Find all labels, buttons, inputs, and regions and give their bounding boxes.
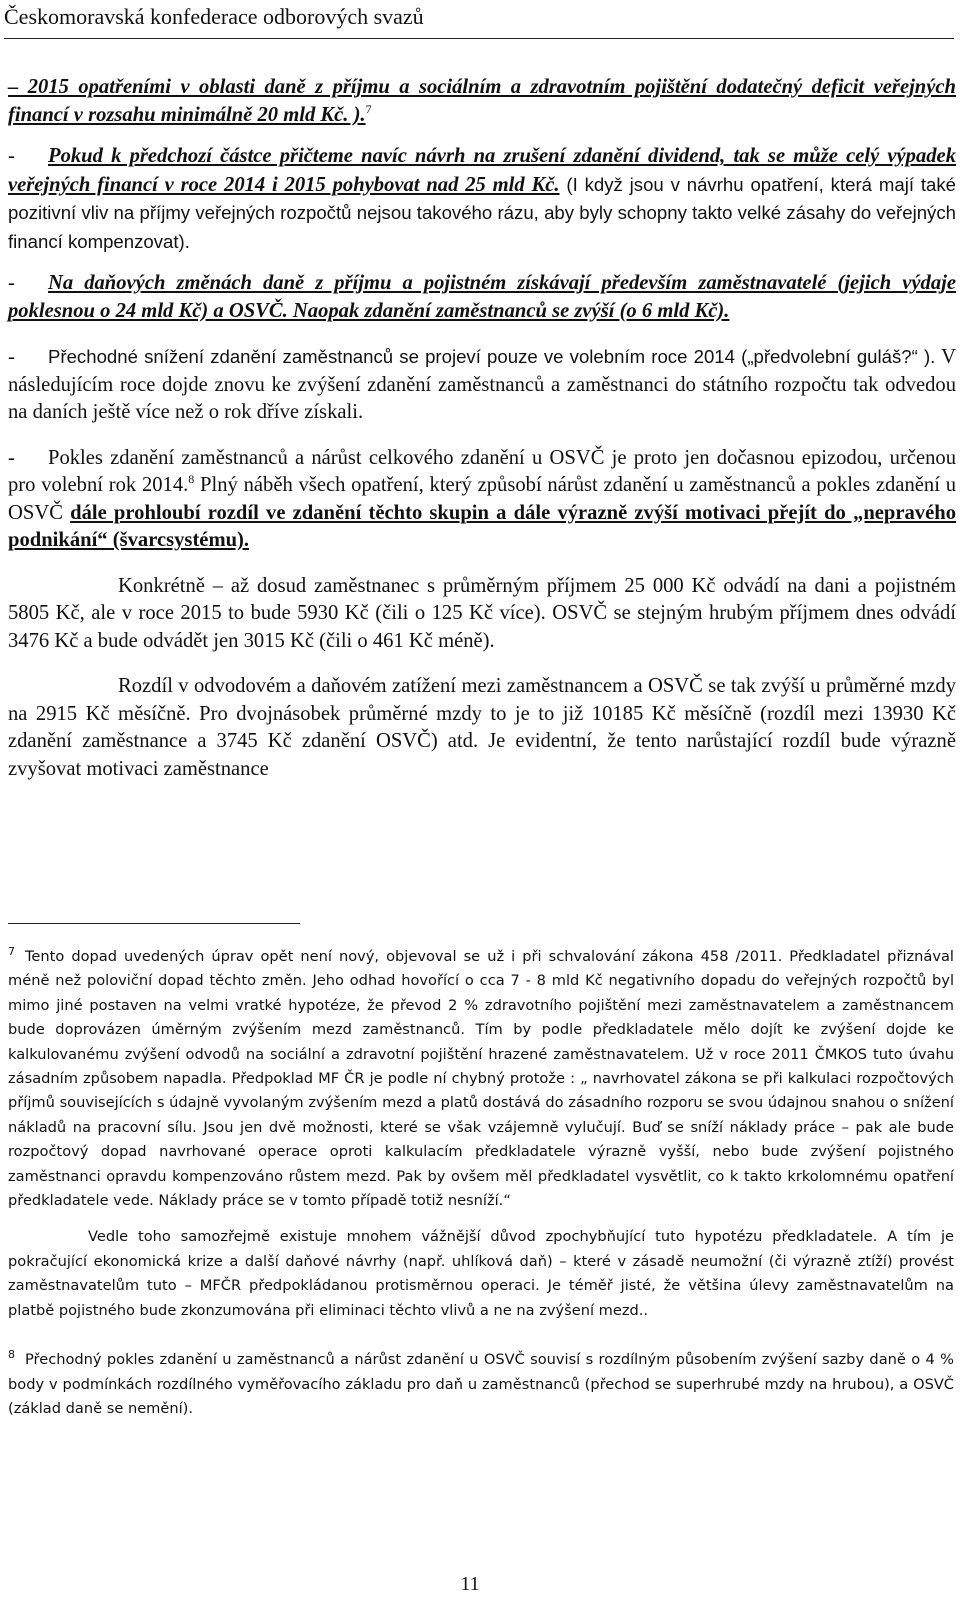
footnote-8-text: Přechodný pokles zdanění u zaměstnanců a nárůst zdanění u OSVČ souvisí s rozdílným působením zvýšení sazby daně o 4 % body v podmínkách rozdílného vyměřovacího základu pro daň u zaměstnanců (přechod se superhrubé mzdy na hrubou), a OSVČ (základ daně se nemění). bbox=[8, 1351, 954, 1417]
page-header bbox=[4, 2, 954, 32]
header-title: Českomoravská konfederace odborových svazů bbox=[4, 4, 424, 29]
paragraph-2 bbox=[8, 143, 956, 256]
footnote-7-continuation: Vedle toho samozřejmě existuje mnohem vážnější důvod zpochybňující tuto hypotézu předkladatele. A tím je pokračující ekonomická krize a další daňové návrhy (např. uhlíková daň) – které v zásadě neumožní (či výrazně ztíží) provést zaměstnavatelům tuto – MFČR předpokládanou protisměrnou operaci. Je téměř jisté, že většina úlevy zaměstnavatelům na platbě pojistného bude zkonzumována při eliminaci těchto vlivů a ne na zvýšení mezd.. bbox=[8, 1228, 954, 1319]
paragraph-4-lead: Přechodné snížení zdanění zaměstnanců se projeví pouze ve volebním roce 2014 („předvolební guláš?“ ). bbox=[48, 346, 936, 367]
footnote-8-number: 8 bbox=[8, 1348, 15, 1362]
paragraph-2-emphasis: Pokud k předchozí částce přičteme navíc návrh na zrušení zdanění dividend, tak se může celý výpadek veřejných financí v roce 2014 i 2015 pohybovat nad 25 mld Kč. bbox=[8, 145, 956, 196]
footnote-divider bbox=[8, 923, 300, 924]
paragraph-5-emphasis: dále prohloubí rozdíl ve zdanění těchto skupin a dále výrazně zvýší motivaci přejít do „nepravého podnikání“ (švarcsystému). bbox=[8, 501, 956, 551]
paragraph-5-text: Plný náběh všech opatření, který způsobí nárůst zdanění u zaměstnanců a pokles zdanění u OSVČ bbox=[8, 474, 956, 524]
paragraph-3-text: Na daňových změnách daně z příjmu a pojistném získávají především zaměstnavatelé (jejich výdaje poklesnou o 24 mld Kč) a OSVČ. Naopak zdanění zaměstnanců se zvýší (o 6 mld Kč). bbox=[8, 272, 956, 322]
paragraph-1 bbox=[8, 74, 956, 129]
paragraph-3 bbox=[8, 270, 956, 325]
paragraph-7: Rozdíl v odvodovém a daňovém zatížení mezi zaměstnancem a OSVČ se tak zvýší u průměrné mzdy na 2915 Kč měsíčně. Pro dvojnásobek průměrné mzdy to je to již 10185 Kč měsíčně (rozdíl mezi 13930 Kč zdanění zaměstnance a 3745 Kč zdanění OSVČ) atd. Je evidentní, že tento narůstající rozdíl bude výrazně zvyšovat motivaci zaměstnance bbox=[8, 675, 956, 780]
header-divider bbox=[4, 38, 954, 39]
footnote-ref-8[interactable]: 8 bbox=[188, 472, 195, 487]
paragraph-1-text: – 2015 opatřeními v oblasti daně z příjmu a sociálním a zdravotním pojištění dodatečný deficit veřejných financí v rozsahu minimálně 20 mld Kč. ). bbox=[8, 76, 956, 126]
footnote-8 bbox=[8, 1343, 954, 1421]
footnote-ref-7[interactable]: 7 bbox=[365, 101, 372, 116]
paragraph-5 bbox=[8, 445, 956, 555]
list-dash: - bbox=[8, 446, 15, 469]
main-text bbox=[8, 74, 956, 783]
paragraph-4-text: V následujícím roce dojde znovu ke zvýšení zdanění zaměstnanců a zaměstnanci do státního rozpočtu tak odvedou na daních ještě více než o rok dříve získali. bbox=[8, 346, 956, 423]
paragraph-5-lead: Pokles zdanění zaměstnanců a nárůst celkového zdanění u OSVČ je proto jen dočasnou epizodou, určenou pro volební rok 2014. bbox=[8, 446, 956, 496]
paragraph-4 bbox=[8, 343, 956, 427]
list-dash: - bbox=[8, 145, 15, 167]
page-number: 11 bbox=[460, 1573, 480, 1595]
list-dash: - bbox=[8, 272, 15, 294]
paragraph-2-text: (I když jsou v návrhu opatření, která mají také pozitivní vliv na příjmy veřejných rozpočtů nejsou takového rázu, aby byly schopny takto velké zásahy do veřejných financí kompenzovat). bbox=[8, 173, 956, 252]
footnote-7-text: Tento dopad uvedených úprav opět není nový, objevoval se už i při schvalování zákona 458 /2011. Předkladatel přiznával méně než poloviční dopad těchto změn. Jeho odhad hovořící o cca 7 - 8 mld Kč negativního dopadu do veřejných rozpočtů byl mimo jiné postaven na velmi vratké hypotéze, že převod 2 % zdravotního pojištění mezi zaměstnavatelem a zaměstnancem bude doprovázen úměrným zvýšením mezd zaměstnanců. Tím by podle předkladatele mělo dojít ke zvýšení dojde ke kalkulovanému zvýšení odvodů na sociální a zdravotní pojištění hrazené zaměstnavatelem. Už v roce 2011 ČMKOS tuto úvahu zásadním způsobem napadla. Předpoklad MF ČR je podle ní chybný protože : „ navrhovatel zákona se při kalkulaci rozpočtových příjmů souvisejících s údajně vyvolaným zvýšením mezd a platů dostává do zásadního rozporu se svou údajnou snahou o snížení nákladů na pracovní sílu. Jsou jen dvě možnosti, které se však vzájemně vylučují. Buď se sníží náklady práce – pak ale bude rozpočtový dopad navrhované operace oproti kalkulacím předkladatele výrazně vyšší, nebo bude zvýšení pojistného zaměstnanci opravdu kompenzováno růstem mezd. Pak by ovšem měl předkladatel vysvětlit, co k takto krkolomnému opatření předkladatele vede. Náklady práce se v tomto případě totiž nesníží.“ bbox=[8, 948, 954, 1210]
footnotes bbox=[8, 940, 954, 1421]
footnote-7-number: 7 bbox=[8, 945, 15, 958]
list-dash: - bbox=[8, 346, 15, 368]
footnote-7 bbox=[8, 940, 954, 1213]
paragraph-6: Konkrétně – až dosud zaměstnanec s průměrným příjmem 25 000 Kč odvádí na dani a pojistném 5805 Kč, ale v roce 2015 to bude 5930 Kč (čili o 125 Kč více). OSVČ se stejným hrubým příjmem dnes odvádí 3476 Kč a bude odvádět jen 3015 Kč (čili o 461 Kč méně). bbox=[8, 574, 956, 652]
